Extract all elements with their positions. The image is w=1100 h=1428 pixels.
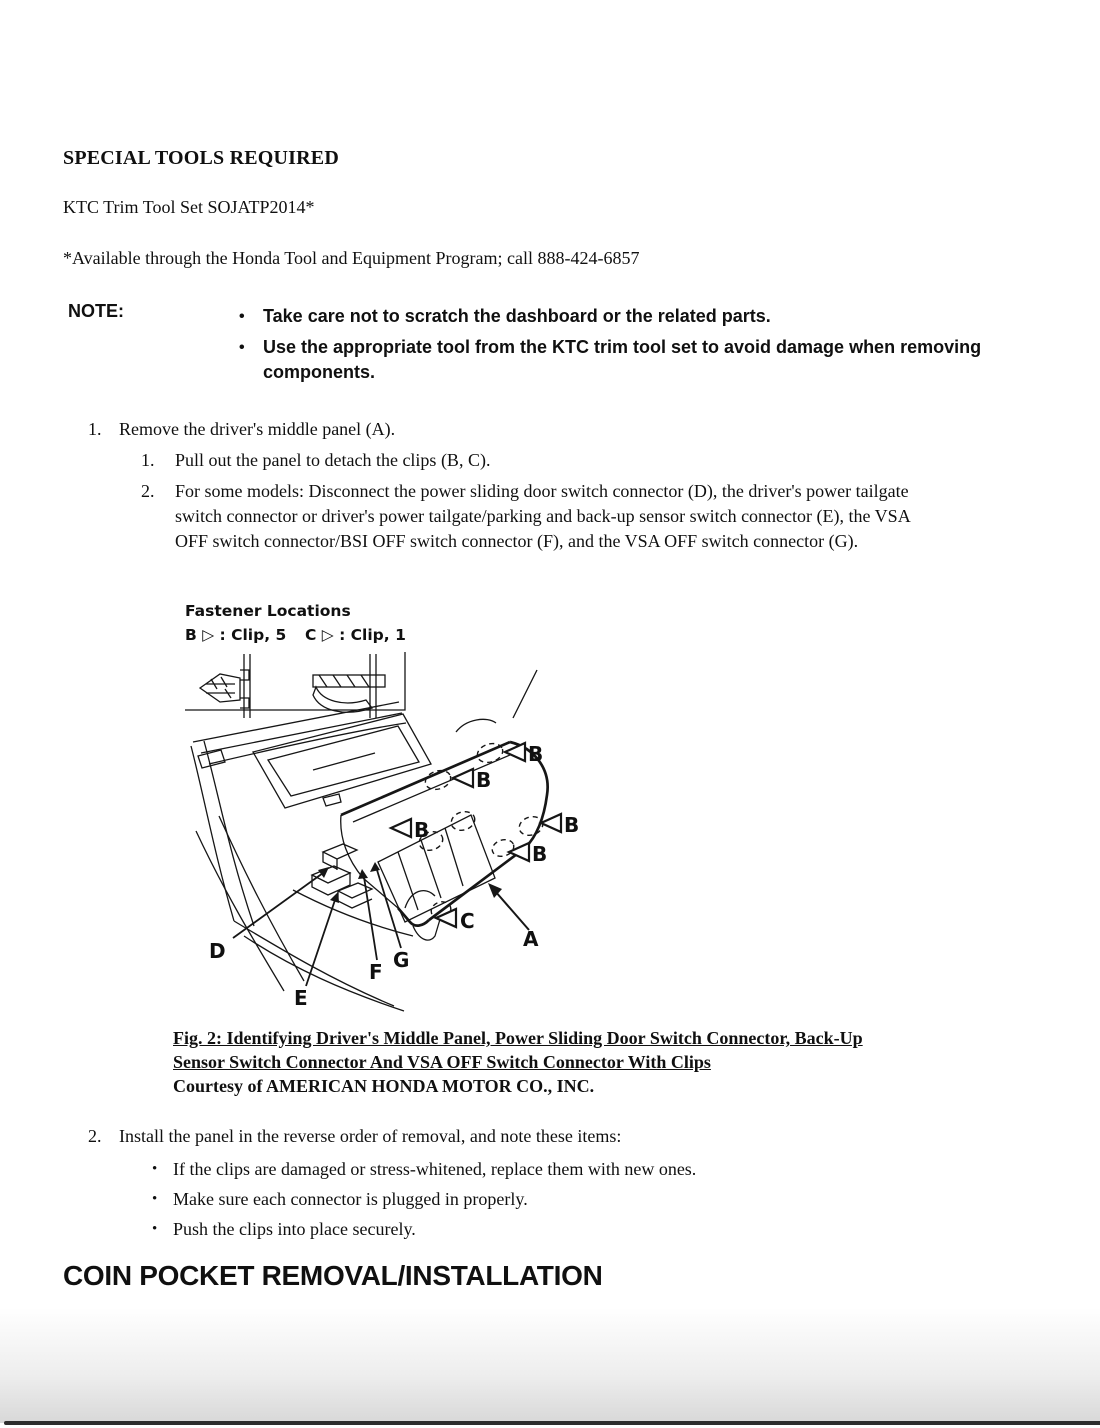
caption-line2: Sensor Switch Connector And VSA OFF Switch Connector With Clips — [173, 1052, 711, 1072]
list-item — [152, 1184, 696, 1214]
section-title-special-tools: SPECIAL TOOLS REQUIRED — [63, 147, 339, 169]
bullet-icon: • — [239, 339, 245, 356]
bullet-icon: • — [152, 1161, 158, 1177]
substep-number: 1. — [141, 450, 155, 470]
caption-line1: Fig. 2: Identifying Driver's Middle Panel, Power Sliding Door Switch Connector, Back-Up — [173, 1028, 863, 1048]
callout-b: B — [564, 813, 580, 837]
list-item-text: Push the clips into place securely. — [173, 1219, 416, 1239]
bullet-icon: • — [152, 1191, 158, 1207]
step-text: Remove the driver's middle panel (A). — [119, 419, 396, 439]
callout-e: E — [294, 986, 308, 1010]
fastener-inset-title: Fastener Locations — [185, 602, 351, 620]
note-label: NOTE: — [68, 301, 124, 321]
note-text: Take care not to scratch the dashboard or the related parts. — [263, 306, 771, 326]
step-number: 2. — [88, 1126, 102, 1146]
figure-drawing — [173, 590, 625, 1024]
step-2-bullets — [152, 1154, 696, 1244]
note-list — [239, 304, 1039, 391]
list-item-text: If the clips are damaged or stress-whitened, replace them with new ones. — [173, 1159, 697, 1179]
fastener-clip-c-label: C ▷ : Clip, 1 — [305, 626, 406, 644]
callout-a-arrow — [488, 883, 529, 930]
callout-c: C — [460, 909, 475, 933]
step-2 — [88, 1124, 621, 1149]
step-text: Install the panel in the reverse order of removal, and note these items: — [119, 1126, 622, 1146]
section-title-coin-pocket: COIN POCKET REMOVAL/INSTALLATION — [63, 1260, 603, 1291]
bullet-icon: • — [239, 308, 245, 325]
list-item — [152, 1154, 696, 1184]
step-number: 1. — [88, 419, 102, 439]
bullet-icon: • — [152, 1221, 158, 1237]
substep-number: 2. — [141, 481, 155, 501]
callout-b: B — [476, 768, 492, 792]
clip-c-icon — [313, 654, 385, 718]
availability-line: *Available through the Honda Tool and Equipment Program; call 888-424-6857 — [63, 248, 640, 268]
list-item-text: Make sure each connector is plugged in properly. — [173, 1189, 528, 1209]
step-1-substeps — [141, 448, 945, 560]
callout-a: A — [523, 927, 539, 951]
page-bottom-edge — [4, 1421, 1100, 1425]
substep-text: Pull out the panel to detach the clips (B, C). — [175, 450, 491, 470]
caption-credit: Courtesy of AMERICAN HONDA MOTOR CO., INC. — [173, 1076, 595, 1096]
middle-panel-outline — [341, 742, 548, 940]
note-item — [239, 335, 1039, 385]
substep — [141, 479, 945, 554]
substep-text: For some models: Disconnect the power sliding door switch connector (D), the driver's power tailgate switch connector or driver's power tailgate/parking and back-up sensor switch connector (E), the VSA OFF switch connector/BSI OFF switch connector (F), and the VSA OFF switch connector (G). — [175, 481, 910, 551]
callout-b: B — [414, 818, 430, 842]
step-1 — [88, 417, 395, 442]
clip-b-icon — [200, 654, 250, 718]
note-item — [239, 304, 1039, 329]
fastener-clip-b-label: B ▷ : Clip, 5 — [185, 626, 287, 644]
tool-set-line: KTC Trim Tool Set SOJATP2014* — [63, 197, 315, 217]
note-text: Use the appropriate tool from the KTC trim tool set to avoid damage when removing components. — [263, 337, 982, 382]
callout-f: F — [369, 960, 383, 984]
callout-g: G — [393, 948, 410, 972]
substep — [141, 448, 945, 473]
callout-d: D — [209, 939, 226, 963]
list-item — [152, 1214, 696, 1244]
page-bottom-fade — [0, 1308, 1100, 1423]
figure-caption — [173, 1026, 1073, 1098]
callout-b: B — [532, 842, 548, 866]
dashboard-sketch — [191, 670, 537, 1011]
callout-b: B — [528, 742, 544, 766]
